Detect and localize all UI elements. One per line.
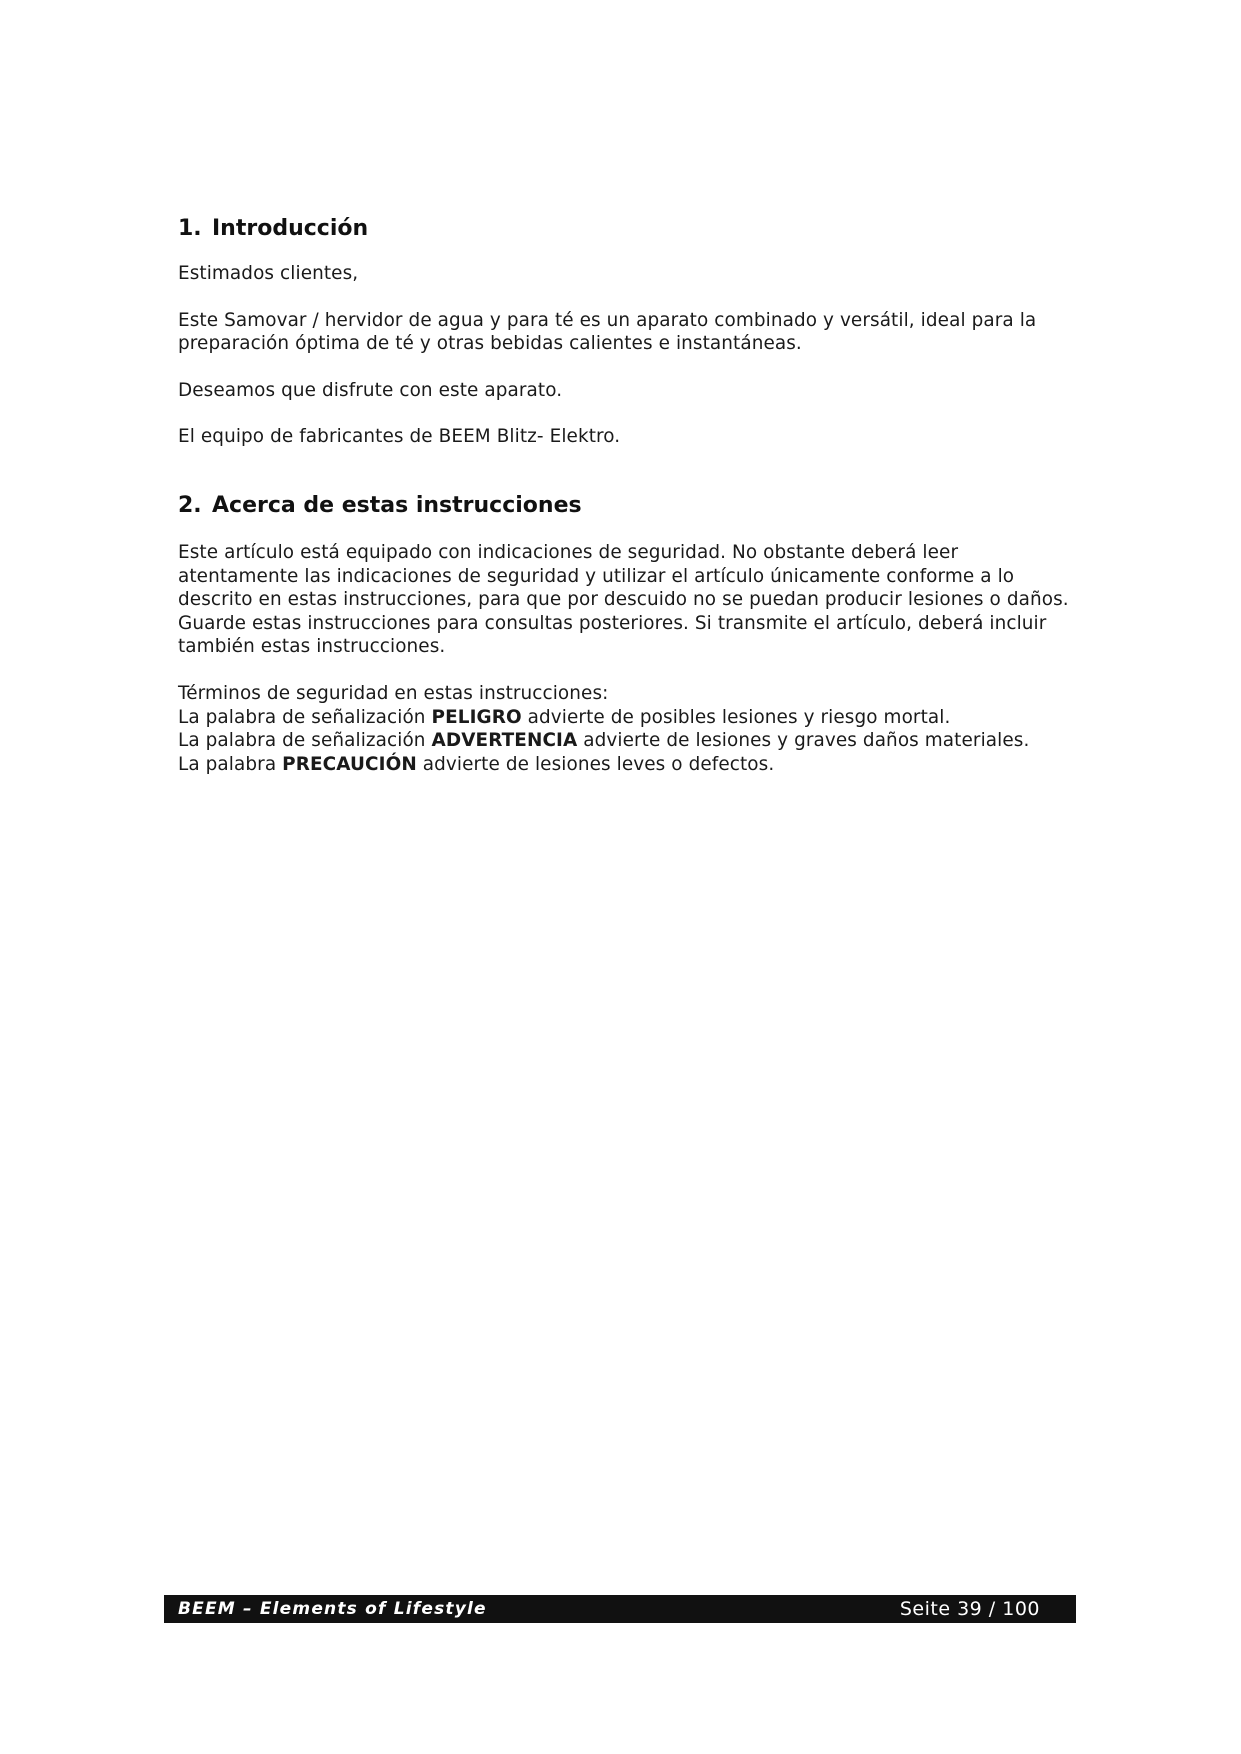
term-prefix: La palabra de señalización [178,730,432,752]
document-body [178,212,1078,776]
section-1-number: 1. [178,216,202,241]
section-2-heading [178,489,1078,523]
intro-paragraph-1: Este Samovar / hervidor de agua y para té es un aparato combinado y versátil, ideal para la preparación óptima de té y otras bebidas calientes e instantáneas. [178,309,1037,355]
safety-terms-heading: Términos de seguridad en estas instrucciones: [178,682,609,704]
intro-paragraph-2: Deseamos que disfrute con este aparato. [178,379,563,401]
term-keyword-warning: ADVERTENCIA [431,730,578,752]
term-suffix: advierte de lesiones leves o defectos. [416,753,775,775]
section-1-title: Introducción [212,216,369,241]
instructions-paragraph-1: Este artículo está equipado con indicaciones de seguridad. No obstante deberá leer atentamente las indicaciones de seguridad y utilizar el artículo únicamente conforme a lo descrito en estas instrucciones, para que por descuido no se puedan producir lesiones o daños. [178,541,1069,611]
safety-term-danger [178,706,1078,730]
term-prefix: La palabra [178,753,283,775]
term-suffix: advierte de posibles lesiones y riesgo mortal. [521,706,951,728]
section-1-heading [178,212,1078,246]
safety-term-caution [178,753,1078,777]
footer-page-number: Seite 39 / 100 [899,1598,1040,1620]
term-suffix: advierte de lesiones y graves daños materiales. [577,730,1030,752]
intro-greeting: Estimados clientes, [178,263,359,284]
section-2-title: Acerca de estas instrucciones [212,492,582,518]
page-footer [164,1595,1076,1623]
instructions-paragraph-2: Guarde estas instrucciones para consultas posteriores. Si transmite el artículo, deberá incluir también estas instrucciones. [178,612,1047,658]
footer-brand: BEEM – Elements of Lifestyle [178,1599,487,1619]
safety-term-warning [178,729,1078,753]
term-keyword-danger: PELIGRO [431,706,522,728]
term-prefix: La palabra de señalización [178,706,432,728]
term-keyword-caution: PRECAUCIÓN [282,753,417,775]
intro-paragraph-3: El equipo de fabricantes de BEEM Blitz- Elektro. [178,426,621,448]
section-2-number: 2. [178,492,202,518]
